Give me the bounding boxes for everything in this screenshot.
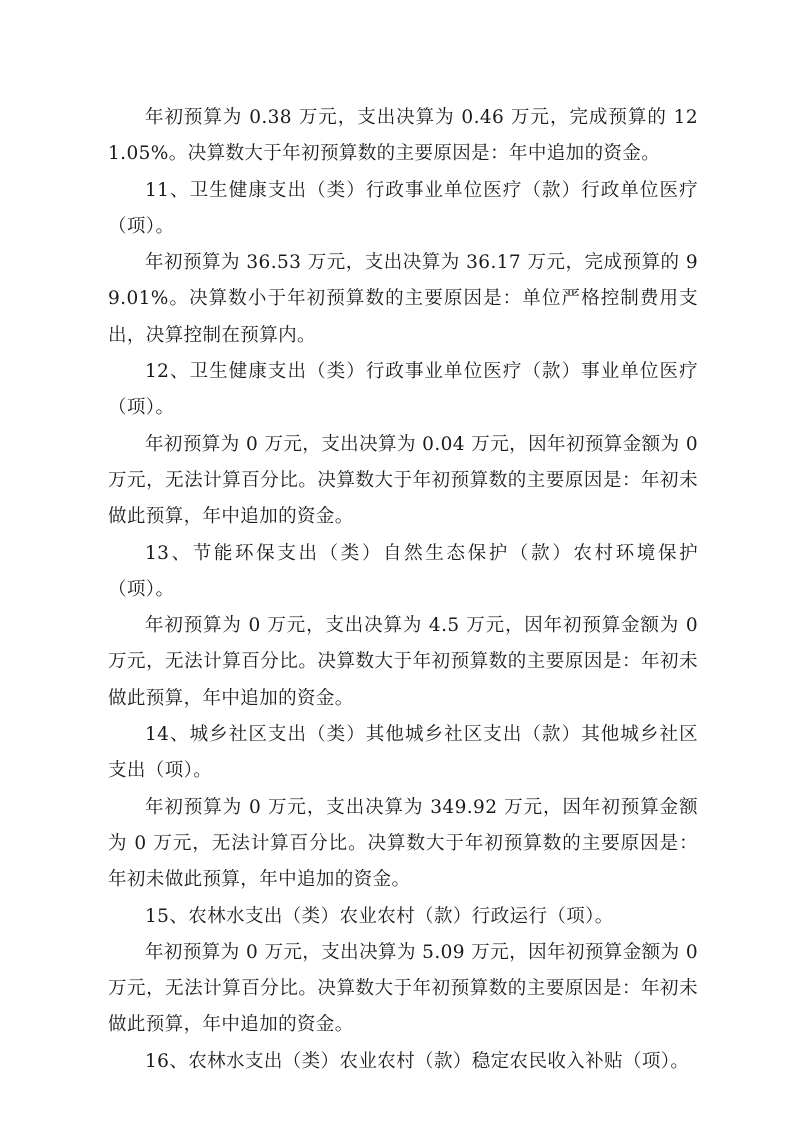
paragraph-item-13-heading: 13、节能环保支出（类）自然生态保护（款）农村环境保护（项）。 — [108, 542, 698, 600]
paragraph-item-14-detail: 年初预算为 0 万元，支出决算为 349.92 万元，因年初预算金额为 0 万元，无法计算百分比。决算数大于年初预算数的主要原因是：年初未做此预算，年中追加的资金。 — [108, 796, 698, 891]
paragraph-item-12-detail: 年初预算为 0 万元，支出决算为 0.04 万元，因年初预算金额为 0 万元，无法计算百分比。决算数大于年初预算数的主要原因是：年初未做此预算，年中追加的资金。 — [108, 433, 698, 528]
paragraph-budget-item-10-detail: 年初预算为 0.38 万元，支出决算为 0.46 万元，完成预算的 121.05%。决算数大于年初预算数的主要原因是：年中追加的资金。 — [108, 107, 698, 165]
paragraph-item-11-detail: 年初预算为 36.53 万元，支出决算为 36.17 万元，完成预算的 99.01%。决算数小于年初预算数的主要原因是：单位严格控制费用支出，决算控制在预算内。 — [108, 252, 698, 346]
paragraph-item-13-detail: 年初预算为 0 万元，支出决算为 4.5 万元，因年初预算金额为 0 万元，无法计算百分比。决算数大于年初预算数的主要原因是：年初未做此预算，年中追加的资金。 — [108, 615, 698, 709]
paragraph-item-15-detail: 年初预算为 0 万元，支出决算为 5.09 万元，因年初预算金额为 0 万元，无法计算百分比。决算数大于年初预算数的主要原因是：年初未做此预算，年中追加的资金。 — [108, 941, 698, 1036]
paragraph-item-14-heading: 14、城乡社区支出（类）其他城乡社区支出（款）其他城乡社区支出（项）。 — [108, 724, 698, 782]
paragraph-item-15-heading: 15、农林水支出（类）农业农村（款）行政运行（项）。 — [145, 905, 614, 927]
paragraph-item-12-heading: 12、卫生健康支出（类）行政事业单位医疗（款）事业单位医疗（项）。 — [108, 361, 698, 419]
paragraph-item-16-heading: 16、农林水支出（类）农业农村（款）稳定农民收入补贴（项）。 — [145, 1050, 690, 1072]
document-page — [108, 100, 698, 1080]
paragraph-item-11-heading: 11、卫生健康支出（类）行政事业单位医疗（款）行政单位医疗（项）。 — [108, 179, 698, 237]
